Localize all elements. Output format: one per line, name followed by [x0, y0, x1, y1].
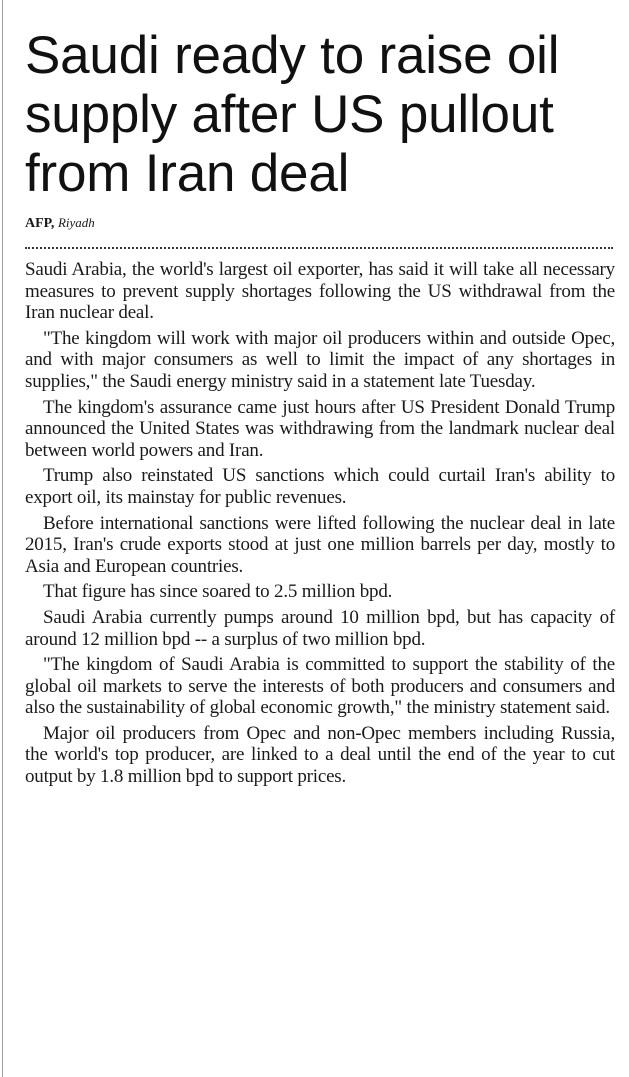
news-article — [25, 26, 615, 792]
byline-agency: AFP, — [25, 216, 55, 231]
paragraph: Saudi Arabia currently pumps around 10 million bpd, but has capacity of around 12 million bpd -- a surplus of two million bpd. — [25, 606, 615, 650]
article-body — [25, 259, 615, 788]
paragraph: Saudi Arabia, the world's largest oil exporter, has said it will take all necessary measures to prevent supply shortages following the US withdrawal from the Iran nuclear deal. — [25, 259, 615, 324]
paragraph: That figure has since soared to 2.5 million bpd. — [43, 581, 393, 603]
byline-dateline: Riyadh — [57, 215, 95, 230]
paragraph: The kingdom's assurance came just hours after US President Donald Trump announced the United States was withdrawing from the landmark nuclear deal between world powers and Iran. — [25, 396, 615, 461]
paragraph: "The kingdom will work with major oil producers within and outside Opec, and with major consumers as well to limit the impact of any shortages in supplies," the Saudi energy ministry said in a statement late Tuesday. — [25, 327, 615, 392]
headline: Saudi ready to raise oil supply after US pullout from Iran deal — [25, 26, 560, 203]
byline — [25, 214, 615, 233]
dotted-divider — [25, 247, 613, 249]
paragraph: Trump also reinstated US sanctions which could curtail Iran's ability to export oil, its mainstay for public revenues. — [25, 465, 615, 508]
column-rule — [2, 0, 3, 1077]
paragraph: Major oil producers from Opec and non-Opec members including Russia, the world's top producer, are linked to a deal until the end of the year to cut output by 1.8 million bpd to support prices. — [25, 722, 615, 788]
paragraph: Before international sanctions were lifted following the nuclear deal in late 2015, Iran's crude exports stood at just one million barrels per day, mostly to Asia and European countries. — [25, 512, 615, 577]
paragraph: "The kingdom of Saudi Arabia is committed to support the stability of the global oil markets to serve the interests of both producers and consumers and also the sustainability of global economic growth," the ministry statement said. — [25, 654, 615, 719]
